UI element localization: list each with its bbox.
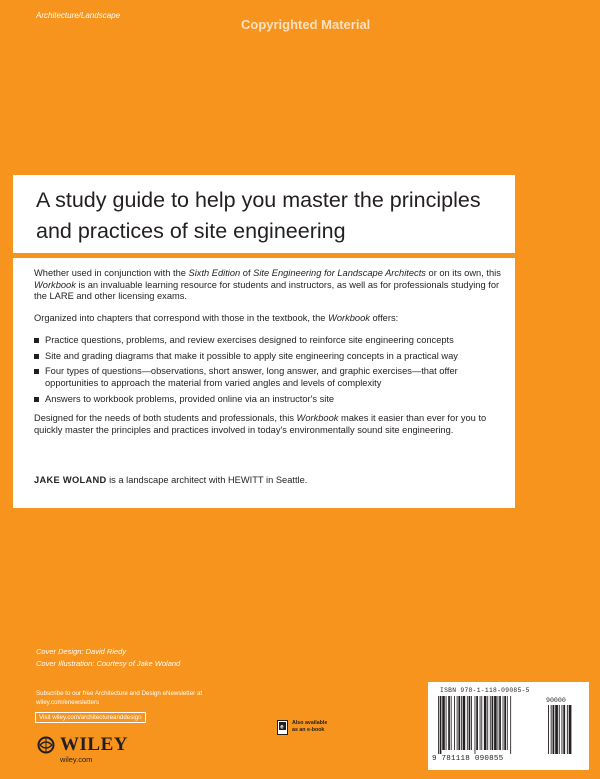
list-item: Answers to workbook problems, provided online via an instructor's site xyxy=(34,394,508,406)
list-item: Site and grading diagrams that make it possible to apply site engineering concepts in a practical way xyxy=(34,351,508,363)
bullet-icon xyxy=(34,369,39,374)
organized-paragraph: Organized into chapters that correspond with those in the textbook, the Workbook offers: xyxy=(34,313,399,324)
isbn-barcode xyxy=(428,682,589,770)
newsletter-link[interactable]: wiley.com/enewsletters xyxy=(36,698,100,706)
headline: A study guide to help you master the principles and practices of site engineering xyxy=(36,188,481,243)
publisher-name: WILEY xyxy=(60,734,128,755)
bullet-icon xyxy=(34,338,39,343)
visit-link[interactable]: Visit wiley.com/architectureanddesign xyxy=(35,712,146,723)
svg-text:e: e xyxy=(280,724,284,731)
wiley-logo-icon xyxy=(35,736,57,754)
isbn-number: ISBN 978-1-118-09085-5 xyxy=(440,687,530,694)
barcode-digits: 9 781118 090855 xyxy=(432,755,504,763)
intro-paragraph: Whether used in conjunction with the Sixth Edition of Site Engineering for Landscape Architects or on its own, this Workbook is an invaluable learning resource for students and instructors, as well as for professionals studying for the LARE and other licensing exams. xyxy=(34,268,501,302)
barcode-bars xyxy=(436,696,581,756)
bullet-icon xyxy=(34,354,39,359)
description-panel xyxy=(13,175,515,508)
publisher-logo xyxy=(35,734,128,756)
cover-illustration-credit: Cover Illustration: Courtesy of Jake Woland xyxy=(36,659,181,668)
designed-paragraph: Designed for the needs of both students and professionals, this Workbook makes it easier than ever for you to quickly master the principles and practices involved in today's environmentally sound site engineering. xyxy=(34,413,487,436)
cover-credits xyxy=(36,646,180,670)
ebook-text: Also available as an e-book xyxy=(292,720,328,733)
list-item: Practice questions, problems, and review exercises designed to reinforce site engineering concepts xyxy=(34,335,508,347)
divider xyxy=(13,253,515,258)
copyright-watermark: Copyrighted Material xyxy=(241,17,371,32)
ebook-icon xyxy=(277,720,288,735)
author-name: JAKE WOLAND xyxy=(34,475,107,485)
publisher-url[interactable]: wiley.com xyxy=(60,755,93,764)
feature-list xyxy=(34,335,508,406)
cover-design-credit: Cover Design: David Riedy xyxy=(36,647,127,656)
description-body xyxy=(34,268,508,447)
list-item: Four types of questions—observations, short answer, long answer, and graphic exercises—that offer opportunities to approach the material from varied angles and levels of complexity xyxy=(34,366,508,389)
author-bio: JAKE WOLAND is a landscape architect with HEWITT in Seattle. xyxy=(34,475,308,485)
barcode-addon: 90000 xyxy=(546,697,566,704)
ebook-notice xyxy=(277,720,327,735)
newsletter-line: Subscribe to our free Architecture and Design eNewsletter at xyxy=(36,690,203,697)
bullet-icon xyxy=(34,397,39,402)
category-label: Architecture/Landscape xyxy=(36,11,121,20)
newsletter-info xyxy=(36,690,202,707)
